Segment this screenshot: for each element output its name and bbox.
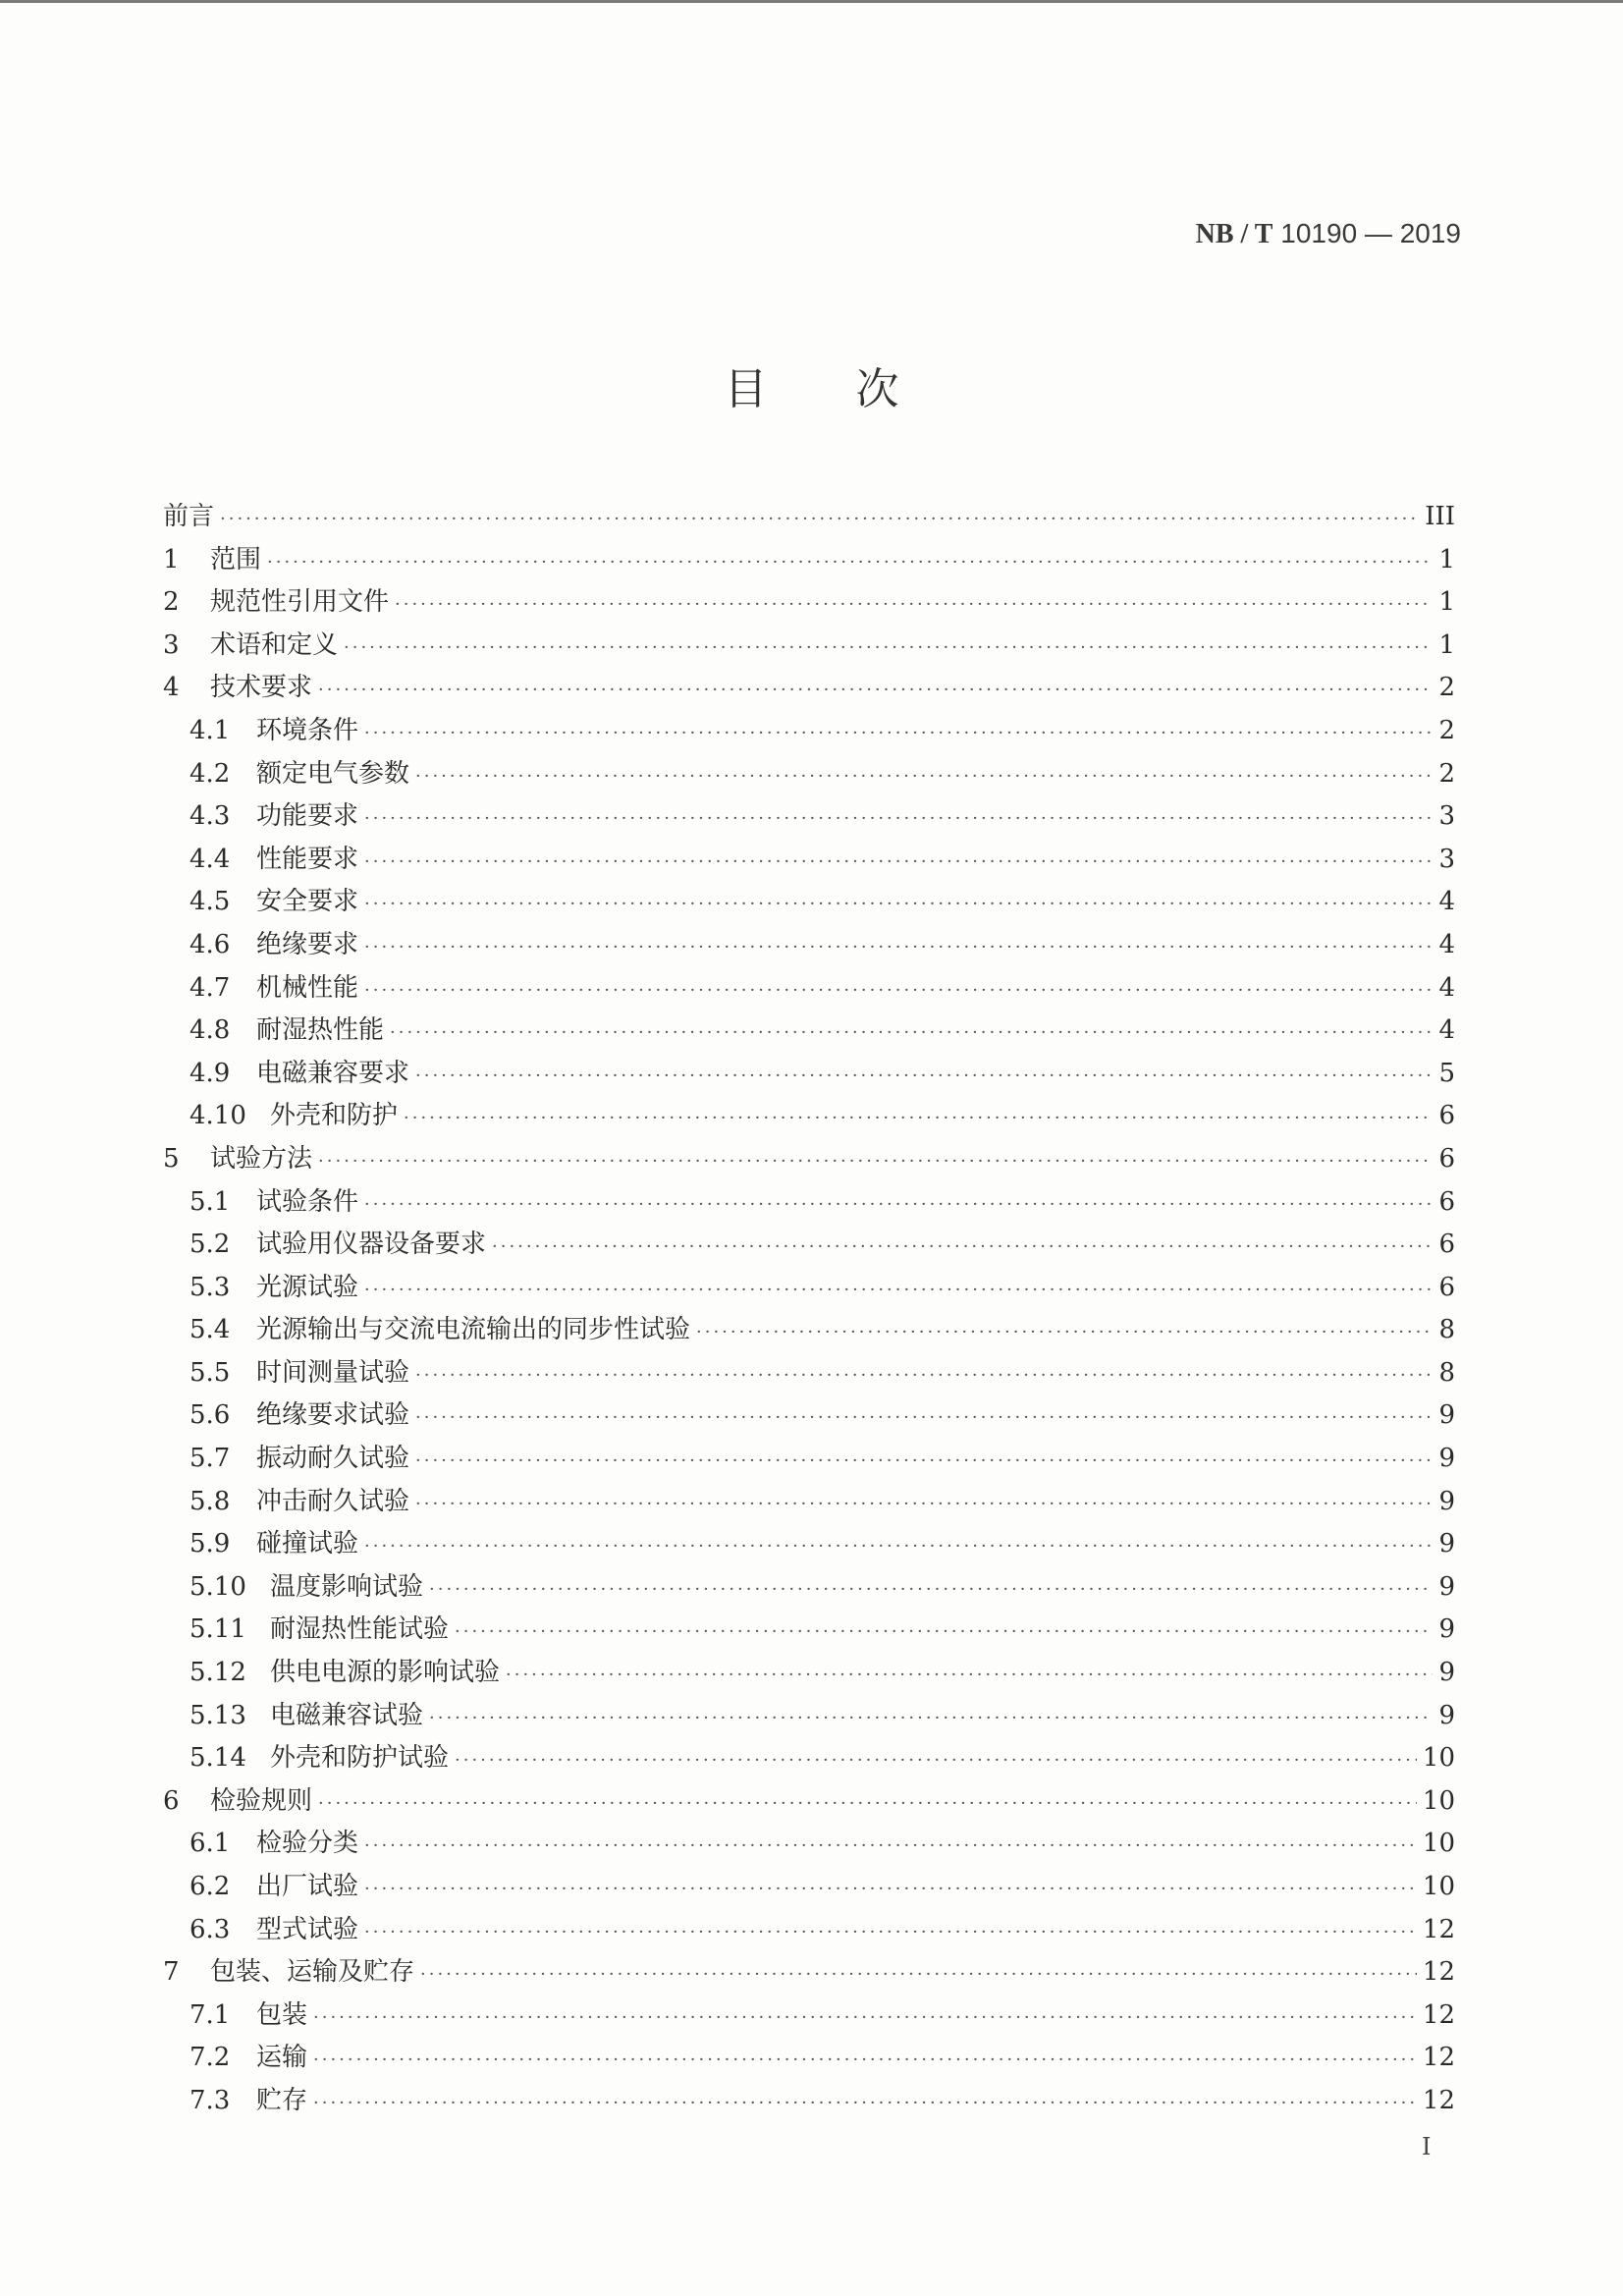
toc-entry-number: 3 (163, 629, 180, 660)
toc-entry-number: 7.3 (189, 2085, 231, 2115)
toc-entry-title: 术语和定义 (210, 629, 339, 660)
toc-entry-title: 功能要求 (256, 801, 359, 832)
toc-entry-number: 6.2 (189, 1872, 231, 1901)
toc-entry-number: 4.1 (189, 715, 231, 745)
toc-entry-number: 5.8 (189, 1486, 231, 1516)
toc-entry-title: 试验条件 (256, 1186, 359, 1217)
toc-entry-number: 4.2 (189, 758, 231, 789)
standard-year: 10190 — 2019 (1272, 218, 1461, 248)
toc-entry[interactable] (163, 1010, 1455, 1053)
toc-entry-number: 4.9 (189, 1058, 231, 1088)
toc-entry[interactable] (163, 753, 1455, 796)
toc-entry-title: 电磁兼容试验 (270, 1700, 424, 1730)
toc-entry-page: 12 (1422, 1957, 1455, 1988)
toc-entry[interactable] (163, 1780, 1455, 1824)
toc-entry-number: 6.3 (189, 1914, 231, 1944)
dot-leader (696, 1311, 1433, 1354)
toc-entry[interactable] (163, 1095, 1455, 1138)
dot-leader (318, 669, 1433, 712)
dot-leader (415, 1440, 1433, 1483)
toc-entry-number: 5.10 (189, 1571, 246, 1602)
toc-entry-page: 10 (1422, 1743, 1455, 1774)
toc-entry-title: 技术要求 (210, 673, 313, 703)
toc-entry-page: 9 (1438, 1658, 1455, 1688)
toc-entry-page: 6 (1438, 1230, 1455, 1260)
toc-entry-page: 4 (1438, 1015, 1455, 1046)
toc-entry-page: 12 (1422, 2043, 1455, 2073)
toc-entry-number: 5.13 (189, 1700, 246, 1730)
toc-entry-title: 振动耐久试验 (256, 1444, 410, 1474)
toc-entry-title: 范围 (210, 544, 262, 574)
toc-entry[interactable] (163, 1523, 1455, 1566)
dot-leader (318, 1782, 1417, 1826)
toc-entry-page: 2 (1438, 715, 1455, 745)
toc-entry-title: 包装 (256, 1999, 308, 2030)
toc-entry-title: 供电电源的影响试验 (270, 1658, 501, 1688)
toc-entry-page: 2 (1438, 673, 1455, 703)
toc-entry[interactable] (163, 1053, 1455, 1096)
toc-entry-page: 8 (1438, 1357, 1455, 1388)
dot-leader (364, 1825, 1417, 1868)
toc-entry-title: 冲击耐久试验 (256, 1486, 410, 1516)
dot-leader (313, 2039, 1417, 2082)
dot-leader (455, 1739, 1417, 1782)
toc-entry-number: 6.1 (189, 1829, 231, 1859)
dot-leader (429, 1568, 1433, 1612)
dot-leader (267, 541, 1433, 584)
toc-entry-page: 10 (1422, 1785, 1455, 1816)
dot-leader (364, 883, 1433, 926)
toc-entry[interactable] (163, 1309, 1455, 1352)
toc-entry[interactable] (163, 1951, 1455, 1995)
toc-entry-number: 4.8 (189, 1015, 231, 1046)
toc-entry[interactable] (163, 1267, 1455, 1310)
toc-entry-page: 9 (1438, 1700, 1455, 1730)
toc-entry-number: 4 (163, 673, 180, 703)
toc-entry-page: 1 (1438, 587, 1455, 618)
toc-entry[interactable] (163, 581, 1455, 625)
toc-entry-number: 1 (163, 544, 180, 574)
toc-entry-title: 型式试验 (256, 1914, 359, 1944)
toc-entry-page: 3 (1438, 801, 1455, 832)
toc-entry-number: 5.11 (189, 1614, 246, 1645)
toc-entry-number: 7 (163, 1957, 180, 1988)
dot-leader (420, 1953, 1417, 1996)
dot-leader (415, 1055, 1433, 1098)
toc-entry-number: 5.7 (189, 1444, 231, 1474)
toc-entry-number: 5.3 (189, 1272, 231, 1302)
toc-entry-number: 5.14 (189, 1743, 246, 1774)
toc-entry-page: 10 (1422, 1872, 1455, 1901)
toc-entry-title: 出厂试验 (256, 1872, 359, 1901)
toc-entry-number: 4.10 (189, 1101, 246, 1131)
toc-entry[interactable] (163, 667, 1455, 710)
toc-entry-title: 安全要求 (256, 887, 359, 917)
toc-entry[interactable] (163, 1352, 1455, 1395)
toc-entry[interactable] (163, 539, 1455, 582)
toc-entry-title: 检验规则 (210, 1785, 313, 1816)
toc-entry-page: 4 (1438, 929, 1455, 959)
toc-entry[interactable] (163, 1823, 1455, 1866)
toc-entry-number: 5.6 (189, 1400, 231, 1431)
toc-entry-title: 外壳和防护 (270, 1101, 399, 1131)
dot-leader (364, 926, 1433, 969)
toc-entry-title: 贮存 (256, 2085, 308, 2115)
toc-entry-page: 10 (1422, 1829, 1455, 1859)
dot-leader (318, 1140, 1433, 1183)
dot-leader (364, 841, 1433, 884)
toc-entry-title: 运输 (256, 2043, 308, 2073)
standard-code: NB / T (1195, 219, 1273, 249)
toc-entry-number: 4.3 (189, 801, 231, 832)
toc-entry[interactable] (163, 2037, 1455, 2080)
toc-entry[interactable] (163, 924, 1455, 967)
dot-leader (429, 1697, 1433, 1740)
dot-leader (492, 1226, 1433, 1269)
toc-entry[interactable] (163, 967, 1455, 1011)
toc-entry-page: 12 (1422, 2085, 1455, 2115)
toc-entry-page: 9 (1438, 1614, 1455, 1645)
toc-entry[interactable] (163, 1866, 1455, 1909)
toc-entry-number: 5.5 (189, 1357, 231, 1388)
toc-entry-number: 7.1 (189, 1999, 231, 2030)
dot-leader (415, 1396, 1433, 1440)
toc-entry-title: 光源输出与交流电流输出的同步性试验 (256, 1315, 691, 1345)
toc-entry-title: 绝缘要求 (256, 929, 359, 959)
toc-entry-number: 4.4 (189, 844, 231, 874)
toc-entry-title: 时间测量试验 (256, 1357, 410, 1388)
toc-entry-number: 5.9 (189, 1529, 231, 1559)
dot-leader (364, 1525, 1433, 1568)
toc-entry-page: 9 (1438, 1400, 1455, 1431)
toc-entry-page: 2 (1438, 758, 1455, 789)
toc-entry-title: 检验分类 (256, 1829, 359, 1859)
toc-entry[interactable] (163, 839, 1455, 882)
toc-entry[interactable] (163, 1438, 1455, 1481)
dot-leader (506, 1654, 1433, 1697)
toc-entry[interactable] (163, 625, 1455, 668)
toc-entry-page: 12 (1422, 1914, 1455, 1944)
toc-entry[interactable] (163, 1181, 1455, 1225)
toc-entry-title: 性能要求 (256, 844, 359, 874)
toc-entry-title: 机械性能 (256, 972, 359, 1003)
dot-leader (364, 797, 1433, 841)
toc-entry-number: 4.7 (189, 972, 231, 1003)
toc-entry-title: 包装、运输及贮存 (210, 1957, 415, 1988)
toc-entry-number: 5.2 (189, 1230, 231, 1260)
toc-entry-page: 4 (1438, 887, 1455, 917)
toc-entry-title: 耐湿热性能试验 (270, 1614, 450, 1645)
dot-leader (313, 1996, 1417, 2040)
toc-entry[interactable] (163, 1566, 1455, 1610)
dot-leader (364, 1183, 1433, 1227)
dot-leader (364, 1269, 1433, 1312)
table-of-contents (163, 496, 1455, 2123)
toc-entry-number: 5.1 (189, 1186, 231, 1217)
dot-leader (313, 2082, 1417, 2125)
toc-entry-page: 9 (1438, 1444, 1455, 1474)
toc-entry[interactable] (163, 795, 1455, 839)
toc-entry[interactable] (163, 1481, 1455, 1524)
toc-entry-page: 3 (1438, 844, 1455, 874)
toc-entry-number: 5 (163, 1143, 180, 1174)
toc-entry[interactable] (163, 1695, 1455, 1738)
toc-entry-title: 电磁兼容要求 (256, 1058, 410, 1088)
toc-entry-title: 外壳和防护试验 (270, 1743, 450, 1774)
toc-entry-title: 环境条件 (256, 715, 359, 745)
dot-leader (415, 1483, 1433, 1526)
toc-entry-title: 耐湿热性能 (256, 1015, 385, 1046)
toc-entry-page: 6 (1438, 1272, 1455, 1302)
dot-leader (364, 1868, 1417, 1911)
toc-entry[interactable] (163, 1394, 1455, 1438)
toc-entry-number: 7.2 (189, 2043, 231, 2073)
toc-entry-title: 碰撞试验 (256, 1529, 359, 1559)
dot-leader (364, 969, 1433, 1012)
toc-entry-number: 2 (163, 587, 180, 618)
dot-leader (415, 1354, 1433, 1397)
toc-entry-page: 1 (1438, 544, 1455, 574)
toc-entry-page: 6 (1438, 1186, 1455, 1217)
toc-entry-title: 温度影响试验 (270, 1571, 424, 1602)
toc-entry-title: 绝缘要求试验 (256, 1400, 410, 1431)
toc-entry-page: 9 (1438, 1571, 1455, 1602)
toc-entry[interactable] (163, 1138, 1455, 1181)
dot-leader (220, 498, 1419, 541)
toc-entry-title: 前言 (163, 502, 215, 531)
toc-entry-page: 4 (1438, 972, 1455, 1003)
page-title: 目次 (724, 364, 988, 414)
toc-entry-title: 光源试验 (256, 1272, 359, 1302)
toc-entry-page: 6 (1438, 1143, 1455, 1174)
dot-leader (344, 627, 1433, 670)
standard-number (1196, 218, 1461, 250)
toc-entry[interactable] (163, 1737, 1455, 1780)
toc-entry-number: 6 (163, 1785, 180, 1816)
toc-entry-page: 12 (1422, 1999, 1455, 2030)
toc-entry-title: 额定电气参数 (256, 758, 410, 789)
toc-entry-number: 4.6 (189, 929, 231, 959)
toc-entry-number: 5.4 (189, 1315, 231, 1345)
dot-leader (364, 1911, 1417, 1954)
page-number: I (1422, 2133, 1432, 2160)
toc-entry-page: 9 (1438, 1486, 1455, 1516)
toc-entry-title: 规范性引用文件 (210, 587, 390, 618)
dot-leader (404, 1097, 1433, 1140)
toc-entry-title: 试验方法 (210, 1143, 313, 1174)
dot-leader (364, 712, 1433, 755)
toc-entry-number: 5.12 (189, 1658, 246, 1688)
toc-entry-title: 试验用仪器设备要求 (256, 1230, 487, 1260)
toc-entry-page: 9 (1438, 1529, 1455, 1559)
dot-leader (415, 755, 1433, 798)
toc-entry[interactable] (163, 1995, 1455, 2038)
toc-entry[interactable] (163, 1652, 1455, 1695)
toc-entry[interactable] (163, 710, 1455, 753)
toc-entry-page: 5 (1438, 1058, 1455, 1088)
toc-entry[interactable] (163, 1224, 1455, 1267)
toc-entry-page: III (1425, 502, 1455, 531)
toc-entry[interactable] (163, 1609, 1455, 1652)
toc-entry-number: 4.5 (189, 887, 231, 917)
top-border-line (0, 0, 1623, 3)
dot-leader (395, 583, 1433, 627)
toc-entry[interactable] (163, 881, 1455, 924)
toc-entry[interactable] (163, 2080, 1455, 2123)
toc-entry-page: 8 (1438, 1315, 1455, 1345)
toc-entry-page: 6 (1438, 1101, 1455, 1131)
toc-entry-page: 1 (1438, 629, 1455, 660)
toc-entry[interactable] (163, 496, 1455, 539)
dot-leader (455, 1611, 1433, 1654)
toc-entry[interactable] (163, 1909, 1455, 1952)
dot-leader (390, 1011, 1433, 1055)
